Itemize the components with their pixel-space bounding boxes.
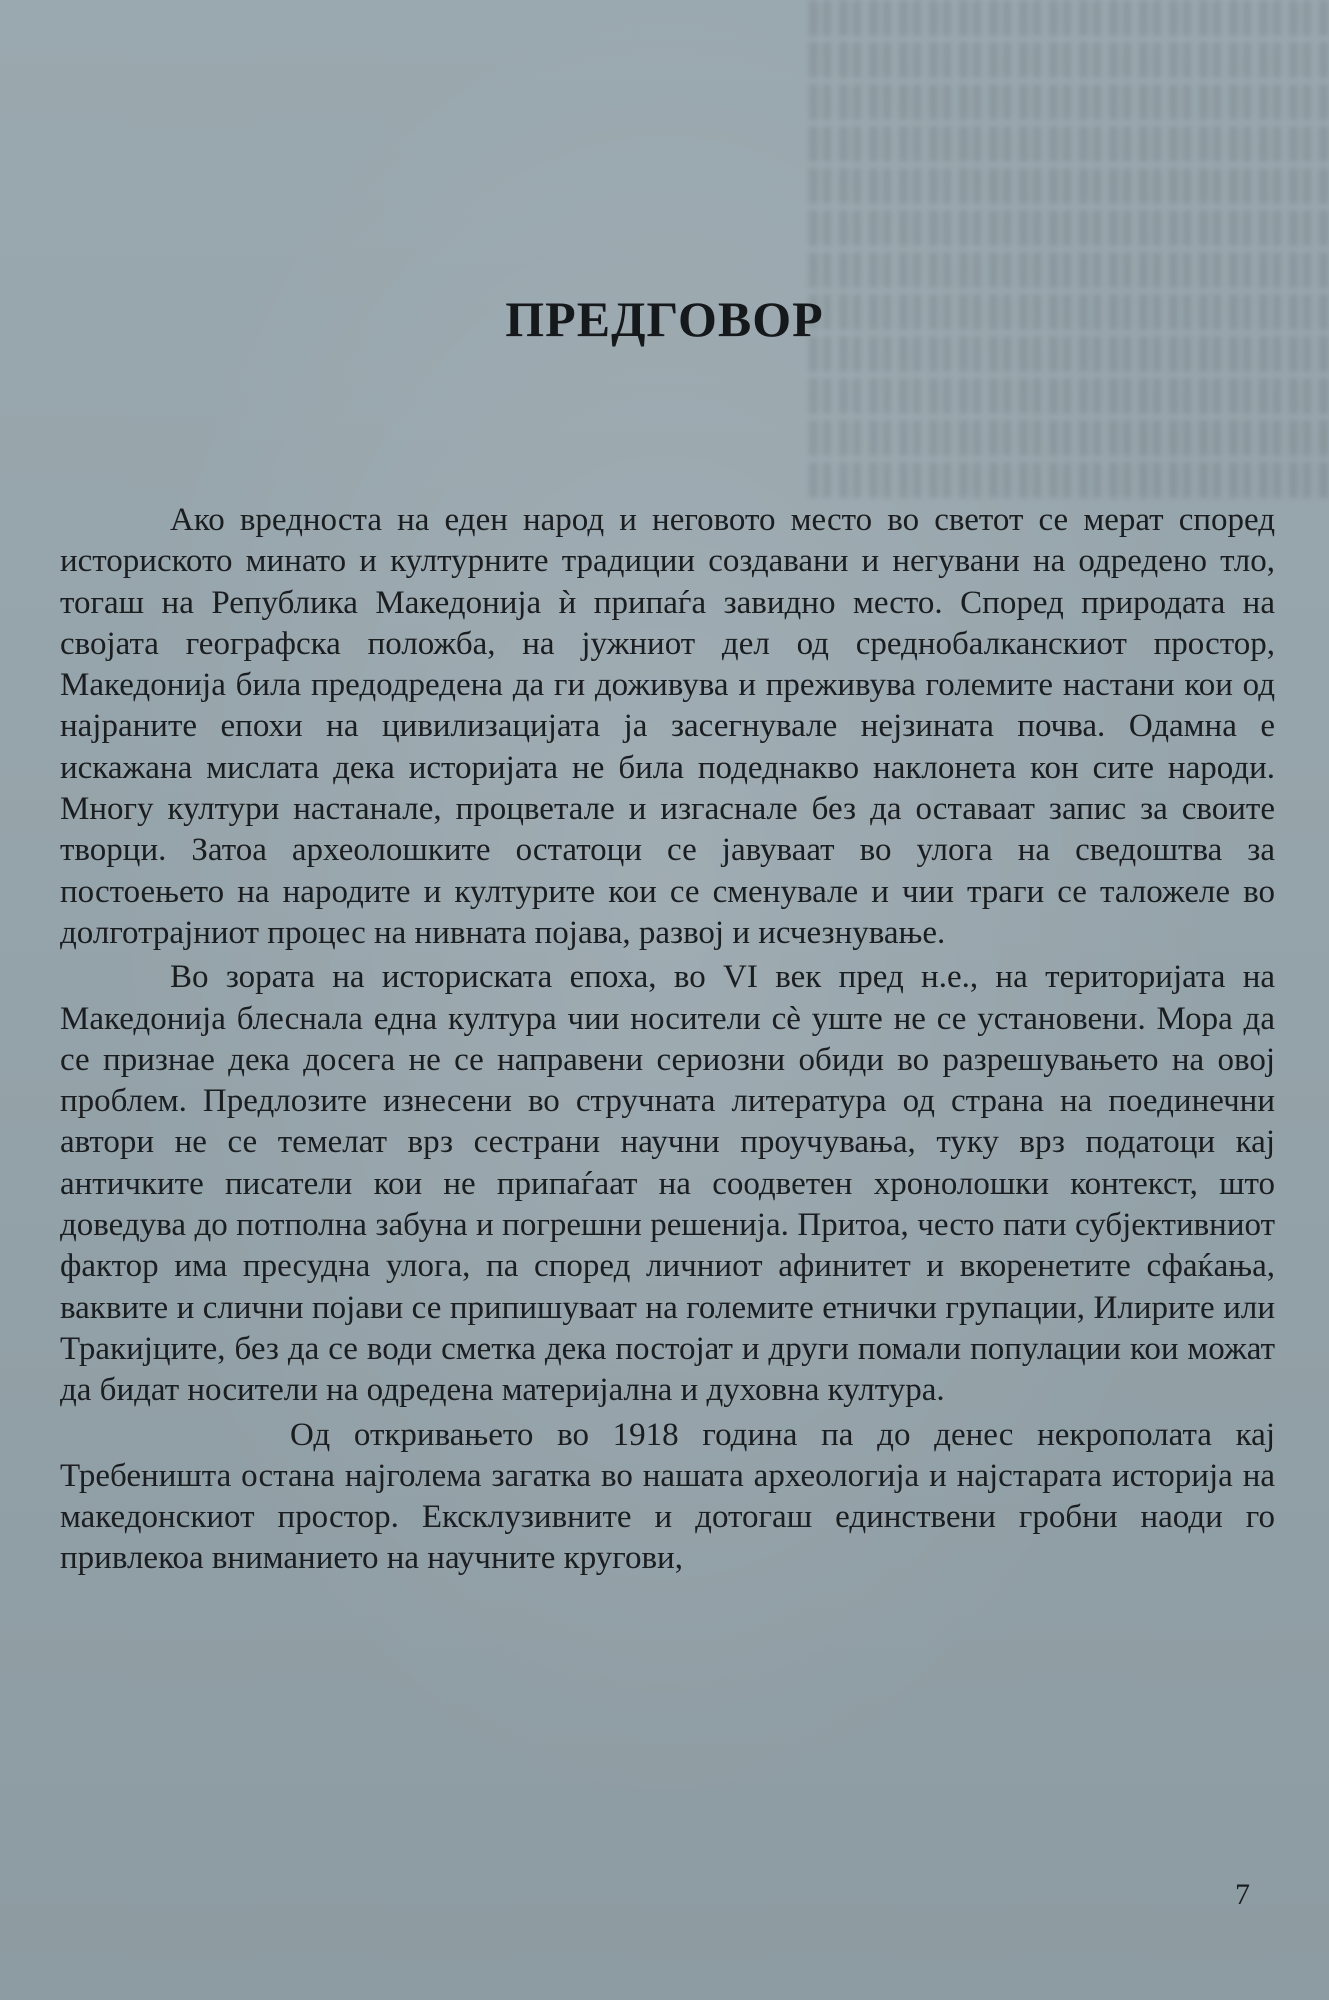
- paragraph-1: Ако вредноста на еден народ и неговото место во светот се мерат според историското минато и културните традиции создавани и негувани на одредено тло, тогаш на Република Македонија ѝ припаѓа завидно место. Според природата на својата географска положба, на јужниот дел од среднобалканскиот простор, Македонија била предодредена да ги доживува и преживува големите настани кои од најраните епохи на цивилизацијата ја засегнувале нејзината почва. Одамна е искажана мислата дека историјата не била подеднакво наклонета кон сите народи. Многу култури настанале, процветале и изгаснале без да оставаат запис за своите творци. Затоа археолошките остатоци се јавуваат во улога на сведоштва за постоењето на народите и културите кои се сменувале и чии траги се таложеле во долготрајниот процес на нивната појава, развој и исчезнување.: [60, 502, 1275, 951]
- page-title: ПРЕДГОВОР: [505, 291, 824, 347]
- paragraph-2: Во зората на историската епоха, во VI век пред н.е., на територијата на Македонија блеснала една култура чии носители сè уште не се установени. Мора да се признае дека досега не се направени сериозни обиди во разрешувањето на овој проблем. Предлозите изнесени во стручната литература од страна на поединечни автори не се темелат врз сестрани научни проучувања, туку врз податоци кај античките писатели кои не припаѓаат на соодветен хронолошки контекст, што доведува до потполна забуна и погрешни решенија. Притоа, често пати субјективниот фактор има пресудна улога, па според личниот афинитет и вкоренетите сфаќања, ваквите и слични појави се припишуваат на големите етнички групации, Илирите или Тракијците, без да се води сметка дека постојат и други помали популации кои можат да бидат носители на одредена материјална и духовна култура.: [60, 959, 1275, 1409]
- body-text: [60, 500, 1275, 1583]
- page-number: 7: [1235, 1878, 1250, 1911]
- paragraph-3: Од откривањето во 1918 година па до денес некрополата кај Требеништа остана најголема загатка во нашата археологија и најстарата историја на македонскиот простор. Ексклузивните и дотогаш единствени гробни наоди го привлекоа вниманието на научните кругови,: [60, 1416, 1275, 1577]
- bleed-through-text: [809, 0, 1329, 540]
